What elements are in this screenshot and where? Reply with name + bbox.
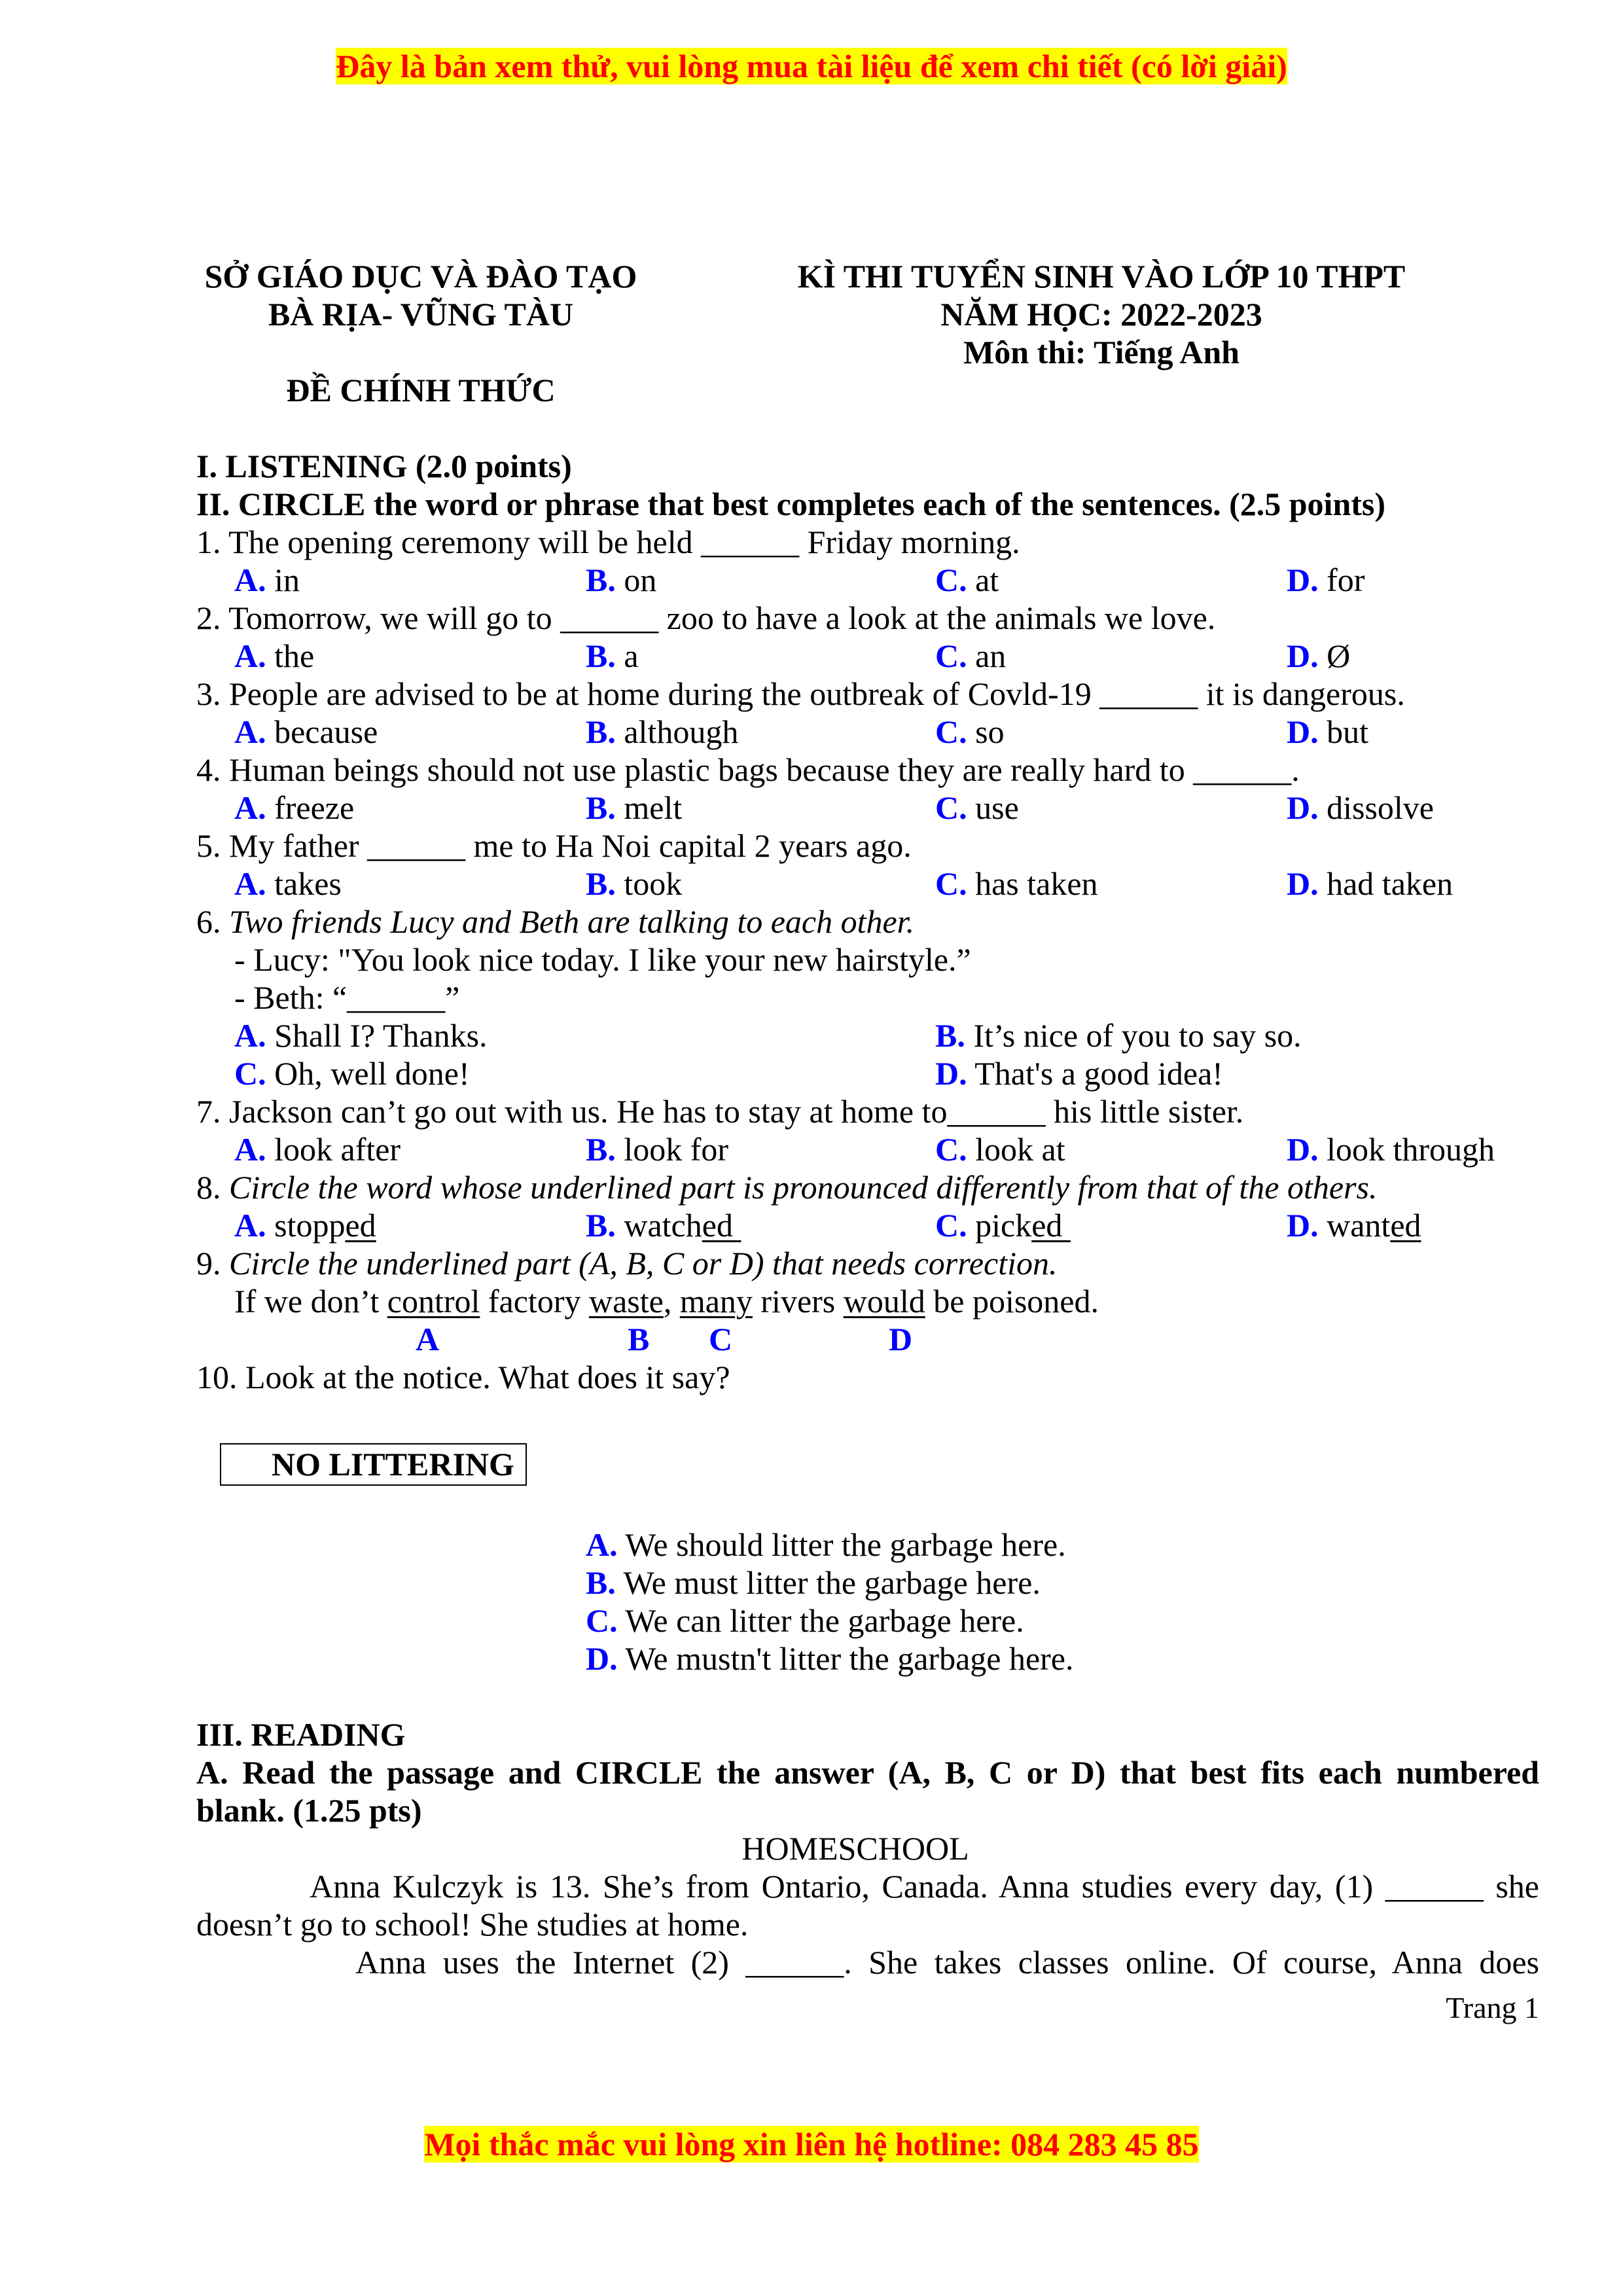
- option-text: for: [1327, 562, 1365, 598]
- option-b: [196, 1564, 1539, 1602]
- question-1-stem: 1. The opening ceremony will be held ______ Friday morning.: [196, 524, 1020, 560]
- option-b: [935, 1016, 1302, 1054]
- option-d: [935, 1054, 1223, 1092]
- option-c: [935, 865, 1098, 903]
- option-letter: B.: [935, 1017, 965, 1054]
- issuer-block: [159, 257, 683, 409]
- option-letter: B.: [586, 865, 616, 902]
- option-c: [935, 561, 999, 599]
- option-letter: A.: [234, 789, 266, 826]
- option-d: [1287, 561, 1364, 599]
- option-text: use: [975, 789, 1019, 826]
- grammar-heading: II. CIRCLE the word or phrase that best completes each of the sentences. (2.5 points): [196, 486, 1386, 522]
- passage-line-3: Anna uses the Internet (2) ______. She takes classes online. Of course, Anna does: [355, 1944, 1539, 1981]
- blank-line: [196, 1677, 1539, 1715]
- question-4-stem: 4. Human beings should not use plastic bags because they are really hard to ______.: [196, 751, 1300, 788]
- option-letter: A.: [234, 865, 266, 902]
- option-letter: B.: [586, 1207, 616, 1244]
- underlined-part-c: many: [679, 1283, 753, 1319]
- sentence-part: ,: [663, 1283, 680, 1319]
- option-text: took: [624, 865, 683, 902]
- preview-notice-text: Đây là bản xem thử, vui lòng mua tài liệu để xem chi tiết (có lời giải): [336, 48, 1287, 84]
- part-letter-a: A: [416, 1321, 440, 1357]
- option-a: [234, 713, 378, 751]
- underlined-part: ed: [345, 1207, 376, 1244]
- option-letter: B.: [586, 1564, 616, 1601]
- underlined-part-a: control: [387, 1283, 480, 1319]
- exam-body: [196, 447, 1539, 1981]
- province-name: BÀ RỊA- VŨNG TÀU: [268, 296, 574, 332]
- hotline-banner: [0, 2125, 1623, 2163]
- option-text: dissolve: [1327, 789, 1435, 826]
- question-7-stem: 7. Jackson can’t go out with us. He has to stay at home to______ his little sister.: [196, 1093, 1244, 1130]
- option-text: That's a good idea!: [974, 1055, 1223, 1092]
- option-letter: C.: [234, 1055, 266, 1092]
- hotline-text: Mọi thắc mắc vui lòng xin liên hệ hotline: 084 283 45 85: [424, 2126, 1199, 2162]
- option-letter: A.: [234, 562, 266, 598]
- option-letter: D.: [1287, 865, 1319, 902]
- option-letter: B.: [586, 713, 616, 750]
- option-letter: D.: [1287, 713, 1319, 750]
- option-text: Oh, well done!: [274, 1055, 470, 1092]
- option-text: It’s nice of you to say so.: [973, 1017, 1302, 1054]
- option-text: look after: [274, 1131, 401, 1168]
- option-text: Shall I? Thanks.: [274, 1017, 488, 1054]
- question-6-options-cd: [196, 1054, 1539, 1092]
- part-letters-row: [196, 1320, 1539, 1358]
- option-letter: B.: [586, 637, 616, 674]
- option-letter: C.: [935, 865, 967, 902]
- question-number: 9.: [196, 1245, 221, 1282]
- question-instruction: Two friends Lucy and Beth are talking to each other.: [229, 903, 915, 940]
- option-text: look at: [975, 1131, 1065, 1168]
- dialogue-line-lucy: - Lucy: "You look nice today. I like your new hairstyle.”: [234, 941, 971, 978]
- option-text: freeze: [274, 789, 355, 826]
- option-d: [1287, 789, 1434, 827]
- option-d: [1287, 1130, 1495, 1168]
- question-5-options: [196, 865, 1539, 903]
- underlined-part-d: would: [843, 1283, 925, 1319]
- option-letter: A.: [234, 637, 266, 674]
- school-year: NĂM HỌC: 2022-2023: [940, 296, 1262, 332]
- sentence-part: be poisoned.: [925, 1283, 1099, 1319]
- option-text: look for: [624, 1131, 729, 1168]
- option-text: at: [975, 562, 999, 598]
- underlined-part-b: waste: [588, 1283, 664, 1319]
- option-text: We can litter the garbage here.: [625, 1602, 1024, 1639]
- option-letter: C.: [935, 1131, 967, 1168]
- question-5-stem: 5. My father ______ me to Ha Noi capital 2 years ago.: [196, 827, 912, 864]
- option-c: [935, 1130, 1065, 1168]
- option-a: [234, 637, 314, 675]
- option-text: had taken: [1327, 865, 1454, 902]
- passage-line-2: doesn’t go to school! She studies at home.: [196, 1906, 749, 1943]
- part-letter-d: D: [889, 1321, 913, 1357]
- option-b: [586, 1206, 741, 1244]
- question-2-stem: 2. Tomorrow, we will go to ______ zoo to have a look at the animals we love.: [196, 600, 1216, 636]
- exam-subject: Môn thi: Tiếng Anh: [963, 334, 1240, 370]
- option-c: [234, 1054, 470, 1092]
- option-b: [586, 713, 738, 751]
- option-letter: D.: [586, 1640, 618, 1677]
- option-a: [234, 561, 300, 599]
- sentence-part: rivers: [752, 1283, 844, 1319]
- listening-heading: I. LISTENING (2.0 points): [196, 448, 572, 484]
- reading-heading: III. READING: [196, 1716, 406, 1753]
- option-text: an: [975, 637, 1007, 674]
- option-text: has taken: [975, 865, 1098, 902]
- underlined-part: ed: [1031, 1207, 1071, 1244]
- option-text: stopp: [274, 1207, 346, 1244]
- option-a: [196, 1526, 1539, 1564]
- question-10-stem: 10. Look at the notice. What does it say?: [196, 1359, 730, 1395]
- option-c: [935, 1206, 1071, 1244]
- underlined-part: ed: [702, 1207, 741, 1244]
- option-d: [1287, 865, 1453, 903]
- option-letter: D.: [1287, 1207, 1319, 1244]
- question-7-options: [196, 1130, 1539, 1168]
- option-text: although: [624, 713, 739, 750]
- question-4-options: [196, 789, 1539, 827]
- option-letter: C.: [935, 789, 967, 826]
- option-text: We must litter the garbage here.: [623, 1564, 1041, 1601]
- error-sentence: [196, 1282, 1539, 1320]
- option-letter: D.: [1287, 637, 1319, 674]
- option-letter: A.: [234, 1017, 266, 1054]
- official-exam-label: ĐỀ CHÍNH THỨC: [286, 372, 556, 408]
- reading-instruction-line-2: blank. (1.25 pts): [196, 1792, 422, 1829]
- option-letter: A.: [586, 1526, 618, 1563]
- option-letter: B.: [586, 1131, 616, 1168]
- passage-line-1: Anna Kulczyk is 13. She’s from Ontario, Canada. Anna studies every day, (1) ______ she: [310, 1868, 1539, 1905]
- option-text: but: [1327, 713, 1369, 750]
- option-c: [935, 713, 1005, 751]
- option-letter: A.: [234, 1207, 266, 1244]
- option-text: want: [1327, 1207, 1391, 1244]
- passage-title: HOMESCHOOL: [741, 1830, 969, 1867]
- option-text: because: [274, 713, 378, 750]
- question-number: 8.: [196, 1169, 221, 1206]
- part-letter-c: C: [709, 1321, 733, 1357]
- option-a: [234, 1016, 488, 1054]
- option-c: [196, 1602, 1539, 1640]
- notice-text: NO LITTERING: [272, 1446, 514, 1482]
- option-letter: D.: [1287, 562, 1319, 598]
- option-text: melt: [624, 789, 683, 826]
- option-a: [234, 789, 354, 827]
- option-letter: B.: [586, 789, 616, 826]
- exam-info-block: [774, 257, 1429, 371]
- option-d: [196, 1640, 1539, 1677]
- question-3-stem: 3. People are advised to be at home during the outbreak of Covld-19 ______ it is dangerous.: [196, 675, 1405, 712]
- option-d: [1287, 1206, 1421, 1244]
- option-letter: C.: [935, 637, 967, 674]
- option-text: the: [274, 637, 315, 674]
- option-text: We mustn't litter the garbage here.: [625, 1640, 1074, 1677]
- question-10-options: [196, 1526, 1539, 1677]
- option-letter: D.: [1287, 1131, 1319, 1168]
- option-letter: C.: [935, 1207, 967, 1244]
- question-3-options: [196, 713, 1539, 751]
- question-number: 6.: [196, 903, 221, 940]
- option-text: on: [624, 562, 657, 598]
- option-a: [234, 1206, 376, 1244]
- option-letter: B.: [586, 562, 616, 598]
- question-1-options: [196, 561, 1539, 599]
- question-9-stem: [196, 1244, 1539, 1282]
- exam-title: KÌ THI TUYỂN SINH VÀO LỚP 10 THPT: [797, 258, 1406, 295]
- question-8-stem: [196, 1168, 1539, 1206]
- option-a: [234, 1130, 401, 1168]
- option-text: in: [274, 562, 300, 598]
- sentence-part: If we don’t: [234, 1283, 387, 1319]
- option-text: watch: [624, 1207, 702, 1244]
- question-2-options: [196, 637, 1539, 675]
- option-letter: C.: [935, 562, 967, 598]
- question-instruction: Circle the underlined part (A, B, C or D) that needs correction.: [229, 1245, 1058, 1282]
- option-d: [1287, 713, 1368, 751]
- option-b: [586, 789, 682, 827]
- option-text: a: [624, 637, 639, 674]
- department-name: SỞ GIÁO DỤC VÀ ĐÀO TẠO: [204, 258, 637, 295]
- blank-line: [159, 333, 683, 371]
- option-text: so: [975, 713, 1005, 750]
- option-letter: C.: [935, 713, 967, 750]
- option-b: [586, 1130, 728, 1168]
- option-text: look through: [1327, 1131, 1495, 1168]
- part-letter-b: B: [628, 1321, 650, 1357]
- option-text: We should litter the garbage here.: [625, 1526, 1066, 1563]
- question-instruction: Circle the word whose underlined part is pronounced differently from that of the others.: [229, 1169, 1378, 1206]
- option-a: [234, 865, 342, 903]
- question-6-options-ab: [196, 1016, 1539, 1054]
- page-number: Trang 1: [1446, 1991, 1539, 2024]
- underlined-part: ed: [1390, 1207, 1421, 1244]
- question-6-stem: [196, 903, 1539, 941]
- option-d: [1287, 637, 1350, 675]
- option-letter: A.: [234, 713, 266, 750]
- option-letter: C.: [586, 1602, 618, 1639]
- option-b: [586, 865, 682, 903]
- option-letter: D.: [935, 1055, 967, 1092]
- option-letter: A.: [234, 1131, 266, 1168]
- option-c: [935, 637, 1006, 675]
- option-text: takes: [274, 865, 342, 902]
- option-letter: D.: [1287, 789, 1319, 826]
- option-text: Ø: [1327, 637, 1351, 674]
- dialogue-line-beth: - Beth: “______”: [234, 979, 460, 1016]
- option-b: [586, 637, 639, 675]
- preview-notice-banner: [0, 47, 1623, 85]
- sentence-part: factory: [480, 1283, 589, 1319]
- question-8-options: [196, 1206, 1539, 1244]
- option-b: [586, 561, 656, 599]
- reading-instruction-line-1: A. Read the passage and CIRCLE the answer (A, B, C or D) that best fits each numbered: [196, 1754, 1539, 1791]
- option-text: pick: [975, 1207, 1032, 1244]
- option-c: [935, 789, 1019, 827]
- notice-sign: [220, 1443, 527, 1486]
